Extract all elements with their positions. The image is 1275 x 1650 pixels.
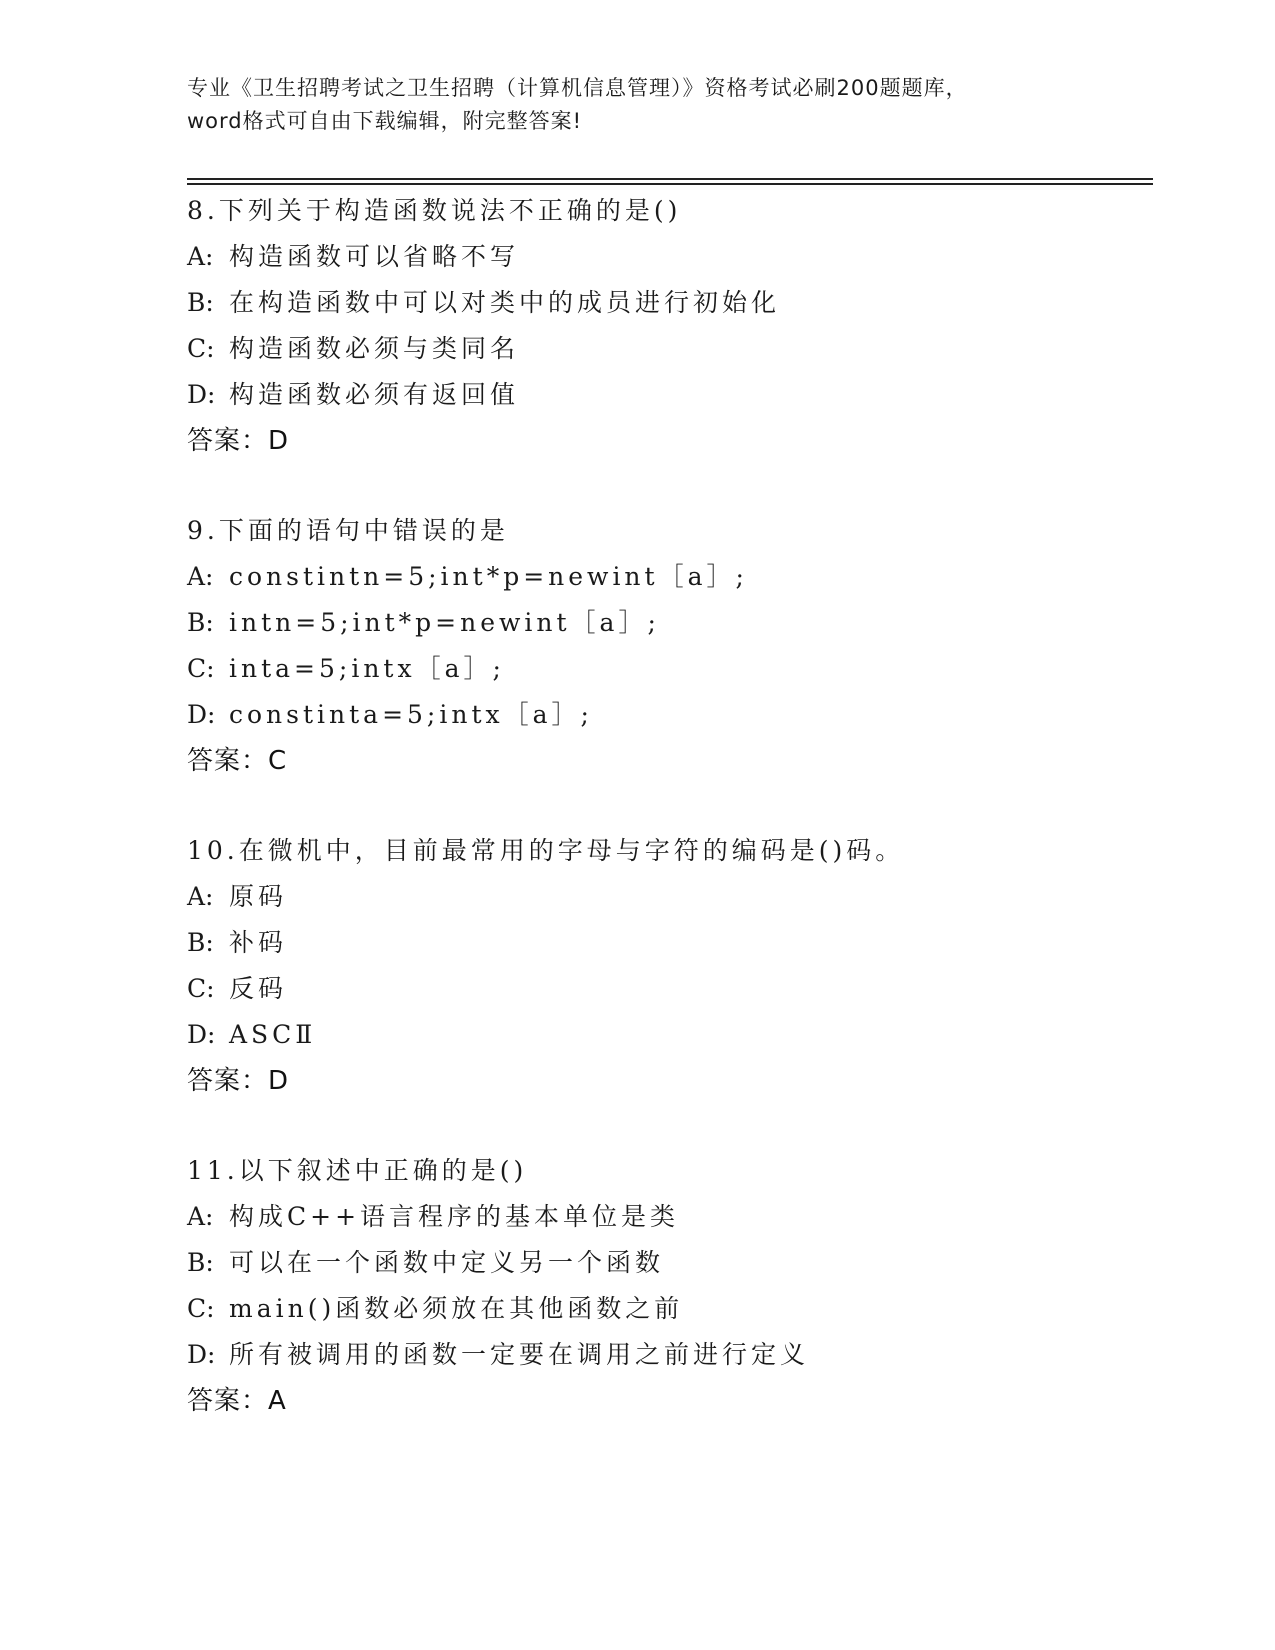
- option-c: [187, 646, 1147, 692]
- option-a: [187, 874, 1147, 920]
- option-d: [187, 1332, 1147, 1378]
- question-title: 11.以下叙述中正确的是(): [187, 1156, 528, 1185]
- option-text: constintn=5;int*p=newint［a］;: [229, 562, 748, 591]
- header-line-2: word格式可自由下载编辑，附完整答案!: [187, 109, 583, 133]
- option-text: 在构造函数中可以对类中的成员进行初始化: [229, 288, 781, 317]
- option-key: A:: [187, 562, 214, 591]
- option-text: intn=5;int*p=newint［a］;: [229, 608, 660, 637]
- option-d: [187, 372, 1147, 418]
- header-divider-top: [187, 178, 1153, 180]
- option-key: B:: [187, 1248, 214, 1277]
- option-text: ASCⅡ: [229, 1020, 317, 1049]
- option-text: 所有被调用的函数一定要在调用之前进行定义: [229, 1340, 810, 1369]
- option-key: C:: [187, 654, 215, 683]
- option-text: 可以在一个函数中定义另一个函数: [229, 1248, 665, 1277]
- option-key: D:: [187, 700, 216, 729]
- option-key: A:: [187, 1202, 214, 1231]
- question-title: 9.下面的语句中错误的是: [187, 516, 509, 545]
- option-text: main()函数必须放在其他函数之前: [229, 1294, 684, 1323]
- option-a: [187, 234, 1147, 280]
- option-b: [187, 600, 1147, 646]
- option-text: constinta=5;intx［a］;: [229, 700, 593, 729]
- question-9: [187, 508, 1147, 784]
- option-text: inta=5;intx［a］;: [229, 654, 505, 683]
- option-a: [187, 1194, 1147, 1240]
- option-text: 反码: [229, 974, 288, 1003]
- option-c: [187, 326, 1147, 372]
- option-text: 构造函数必须与类同名: [229, 334, 520, 363]
- option-key: A:: [187, 242, 214, 271]
- option-text: 构造函数必须有返回值: [229, 380, 520, 409]
- option-a: [187, 554, 1147, 600]
- option-key: C:: [187, 1294, 215, 1323]
- option-key: D:: [187, 1020, 216, 1049]
- option-key: C:: [187, 974, 215, 1003]
- answer-label: 答案：D: [187, 1066, 290, 1096]
- option-b: [187, 920, 1147, 966]
- option-b: [187, 1240, 1147, 1286]
- question-title: 10.在微机中，目前最常用的字母与字符的编码是()码。: [187, 836, 905, 865]
- option-text: 原码: [229, 882, 288, 911]
- option-key: A:: [187, 882, 214, 911]
- option-key: D:: [187, 380, 216, 409]
- question-list: [187, 188, 1147, 1468]
- option-key: B:: [187, 608, 214, 637]
- question-11: [187, 1148, 1147, 1424]
- option-text: 补码: [229, 928, 288, 957]
- option-c: [187, 966, 1147, 1012]
- option-text: 构造函数可以省略不写: [229, 242, 520, 271]
- header-line-1: 专业《卫生招聘考试之卫生招聘（计算机信息管理）》资格考试必刷200题题库，: [187, 76, 968, 100]
- option-c: [187, 1286, 1147, 1332]
- header-divider-bottom: [187, 183, 1153, 185]
- option-d: [187, 692, 1147, 738]
- option-b: [187, 280, 1147, 326]
- document-header: [187, 72, 1087, 138]
- question-title: 8.下列关于构造函数说法不正确的是(): [187, 196, 682, 225]
- option-key: B:: [187, 288, 214, 317]
- option-key: D:: [187, 1340, 216, 1369]
- option-key: C:: [187, 334, 215, 363]
- option-text: 构成C++语言程序的基本单位是类: [229, 1202, 680, 1231]
- question-8: [187, 188, 1147, 464]
- option-d: [187, 1012, 1147, 1058]
- option-key: B:: [187, 928, 214, 957]
- question-10: [187, 828, 1147, 1104]
- answer-label: 答案：A: [187, 1386, 287, 1416]
- answer-label: 答案：C: [187, 746, 288, 776]
- answer-label: 答案：D: [187, 426, 290, 456]
